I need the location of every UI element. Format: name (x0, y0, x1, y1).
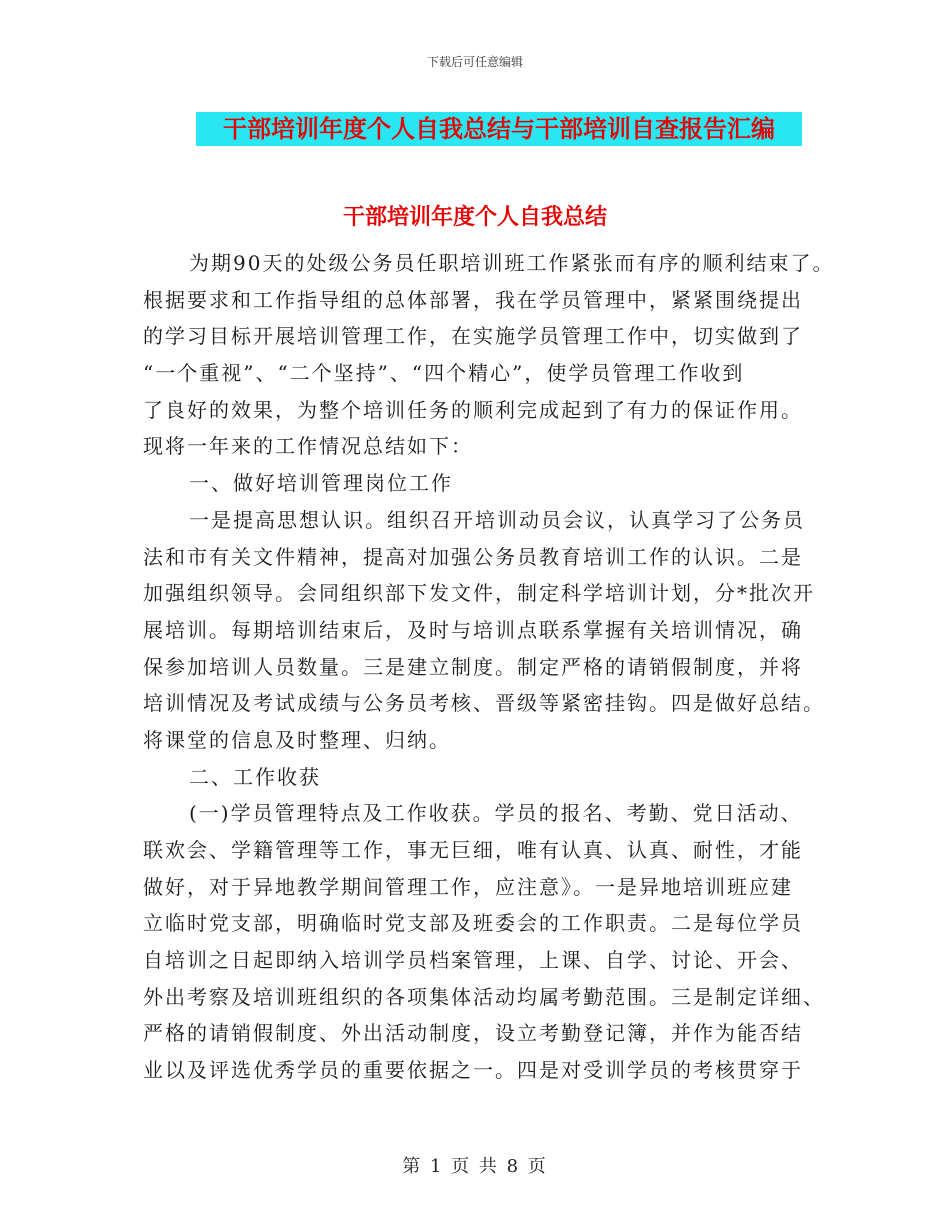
text-line: 一是提高思想认识。组织召开培训动员会议，认真学习了公务员 (189, 507, 805, 532)
section-heading: 二、工作收获 (189, 764, 321, 789)
text-line: 培训情况及考试成绩与公务员考核、晋级等紧密挂钩。四是做好总结。 (143, 691, 825, 716)
body-text (143, 245, 843, 1089)
text-line: 加强组织领导。会同组织部下发文件，制定科学培训计划，分*批次开 (143, 581, 815, 606)
section-heading: 一、做好培训管理岗位工作 (189, 471, 453, 496)
section-title: 干部培训年度个人自我总结 (342, 205, 607, 230)
document-main-title: 干部培训年度个人自我总结与干部培训自查报告汇编 (196, 112, 802, 146)
text-line: 为期90天的处级公务员任职培训班工作紧张而有序的顺利结束了。 (189, 251, 835, 275)
header-note: 下载后可任意编辑 (426, 55, 523, 69)
page-footer: 第 1 页 共 8 页 (402, 1156, 548, 1177)
text-line: 根据要求和工作指导组的总体部署，我在学员管理中，紧紧围绕提出 (143, 287, 803, 312)
text-line: (一)学员管理特点及工作收获。学员的报名、考勤、党日活动、 (189, 801, 803, 826)
text-line: 保参加培训人员数量。三是建立制度。制定严格的请销假制度，并将 (143, 654, 803, 679)
text-line: “一个重视”、“二个坚持”、“四个精心”，使学员管理工作收到 (143, 361, 745, 386)
text-line: 的学习目标开展培训管理工作，在实施学员管理工作中，切实做到了 (143, 324, 803, 349)
text-line: 严格的请销假制度、外出活动制度，设立考勤登记簿，并作为能否结 (143, 1021, 803, 1046)
text-line: 现将一年来的工作情况总结如下： (143, 434, 473, 459)
text-line: 展培训。每期培训结束后，及时与培训点联系掌握有关培训情况，确 (143, 617, 803, 642)
text-line: 外出考察及培训班组织的各项集体活动均属考勤范围。三是制定详细、 (143, 984, 825, 1009)
text-line: 将课堂的信息及时整理、归纳。 (143, 727, 451, 752)
text-line: 了良好的效果，为整个培训任务的顺利完成起到了有力的保证作用。 (143, 397, 803, 422)
text-line: 做好，对于异地教学期间管理工作，应注意》。一是异地培训班应建 (143, 874, 793, 899)
text-line: 自培训之日起即纳入培训学员档案管理，上课、自学、讨论、开会、 (143, 948, 803, 973)
text-line: 联欢会、学籍管理等工作，事无巨细，唯有认真、认真、耐性，才能 (143, 838, 803, 862)
text-line: 立临时党支部，明确临时党支部及班委会的工作职责。二是每位学员 (143, 911, 803, 936)
text-line: 法和市有关文件精神，提高对加强公务员教育培训工作的认识。二是 (143, 544, 803, 569)
text-line: 业以及评选优秀学员的重要依据之一。四是对受训学员的考核贯穿于 (143, 1058, 803, 1083)
